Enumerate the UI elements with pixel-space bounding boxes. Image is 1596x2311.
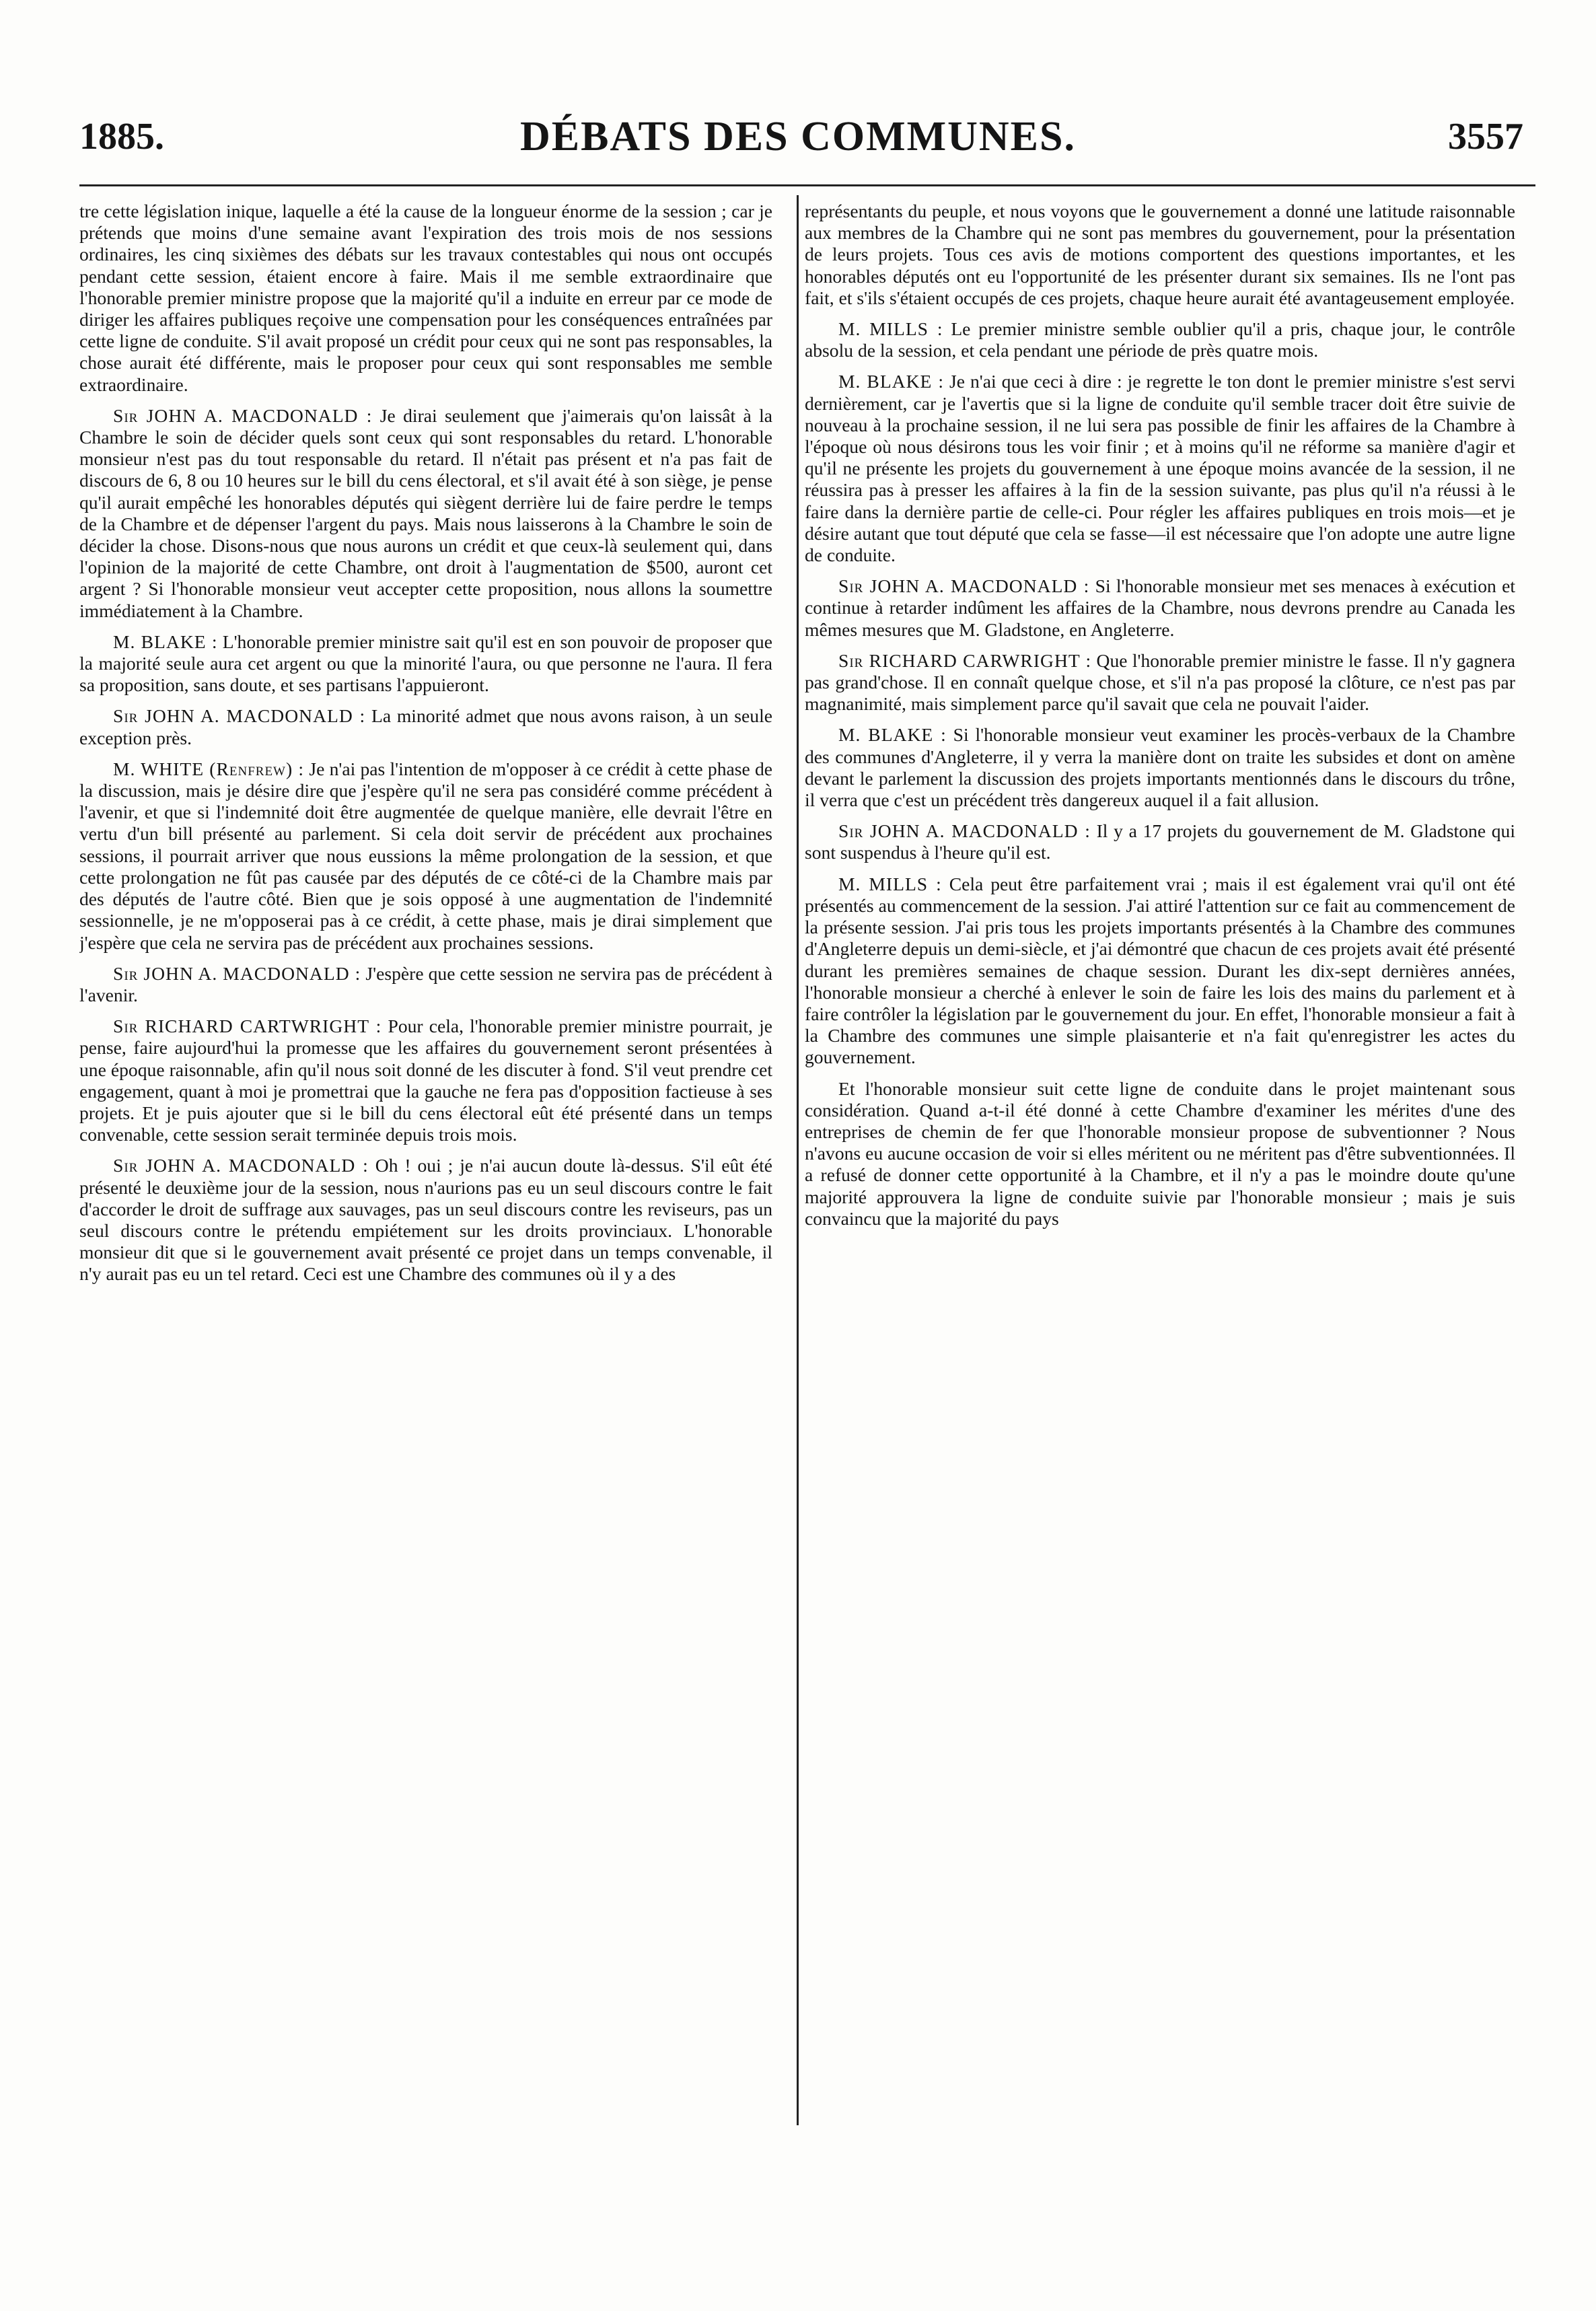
paragraph-text: représentants du peuple, et nous voyons que le gouvernement a donné une latitude raisonnable aux membres de la Chambre qui ne sont pas membres du gouvernement, pour la présentation de leurs projets. Tous ces avis de motions comportent des questions importantes, et les honorables députés ont eu l'opportunité de les présenter durant six semaines. Ils ne l'ont pas fait, et s'ils s'étaient occupés de ces projets, chaque heure aurait été avantageusement employée. — [805, 201, 1515, 308]
paragraph-text: tre cette législation inique, laquelle a été la cause de la longueur énorme de la session ; car je prétends que moins d'une semaine avant l'expiration des trois mois de nos sessions ordinaires, les cinq sixièmes des débats sur les travaux contestables qui nous ont occupés pendant cette session, étaient encore à faire. Mais il me semble extraordinaire que l'honorable premier ministre propose que la majorité qu'il a induite en erreur par ce mode de diriger les affaires publiques reçoive une compensation pour les conséquences entraînées par cette ligne de conduite. S'il avait proposé un crédit pour ceux qui ne sont pas responsables, la chose aurait été différente, mais le proposer pour ceux qui sont responsables me semble extraordinaire. — [79, 201, 772, 395]
speaker-name: M. MILLS : — [838, 318, 943, 340]
paragraph-text: Je dirai seulement que j'aimerais qu'on laissât à la Chambre le soin de décider quels sont ceux qui sont responsables du retard. L'honorable monsieur n'est pas du tout responsable du retard. Il n'était pas présent et n'a pas fait de discours de 6, 8 ou 10 heures sur le bill du cens électoral, et s'il avait été à son siège, je pense qu'il aurait empêché les honorables députés qui siègent derrière lui de faire perdre le temps de la Chambre et de dépenser l'argent du pays. Mais nous laisserons à la Chambre le soin de décider la chose. Disons-nous que nous aurons un crédit et que ceux-là seulement qui, dans l'opinion de la majorité de cette Chambre, ont droit à l'augmentation de $500, auront cet argent ? Si l'honorable monsieur veut accepter cette proposition, nous allons la soumettre immédiatement à la Chambre. — [79, 404, 772, 621]
speaker-name: Sir RICHARD CARWRIGHT : — [838, 649, 1092, 671]
paragraph — [79, 705, 772, 748]
speaker-name: Sir JOHN A. MACDONALD : — [113, 404, 373, 426]
paragraph-text: Et l'honorable monsieur suit cette ligne de conduite dans le projet maintenant sous considération. Quand a-t-il été donné à cette Chambre d'examiner les mérites d'une des entreprises de chemin de fer que l'honorable monsieur propose de subventionner ? Nous n'avons eu aucune occasion de voir si elles méritent ou ne méritent pas d'être subventionnées. Il a refusé de donner cette opportunité à la Chambre, et il n'y a pas le moindre doute qu'une majorité approuvera la ligne de conduite suivie par l'honorable monsieur ; mais je suis convaincu que la majorité du pays — [805, 1077, 1515, 1229]
paragraph — [805, 1078, 1515, 1230]
paragraph — [79, 758, 772, 954]
speaker-name: Sir JOHN A. MACDONALD : — [113, 962, 361, 984]
paragraph — [805, 371, 1515, 566]
paragraph-text: J'espère que cette session ne servira pas de précédent à l'avenir. — [79, 962, 772, 1005]
speaker-name: Sir JOHN A. MACDONALD : — [113, 705, 366, 727]
paragraph — [79, 201, 772, 396]
paragraph-text: Pour cela, l'honorable premier ministre pourrait, je pense, faire aujourd'hui la promesse que les affaires du gouvernement seront présentées à une époque raisonnable, afin qu'il nous soit donné de les discuter à fond. S'il veut prendre cet engagement, quant à moi je promettrai que la gauche ne fera pas d'opposition factieuse à ses projets. Et je puis ajouter que si le bill du cens électoral eût été présenté dans un temps convenable, cette session serait terminée depuis trois mois. — [79, 1016, 772, 1145]
speaker-name: Sir RICHARD CARTWRIGHT : — [113, 1016, 382, 1037]
paragraph-text: Oh ! oui ; je n'ai aucun doute là-dessus. S'il eût été présenté le deuxième jour de la session, nous n'aurions pas eu un seul discours contre le fait d'accorder le droit de suffrage aux sauvages, pas un seul discours contre les reviseurs, pas un seul discours contre le prétendu empiétement sur les droits provinciaux. L'honorable monsieur dit que si le gouvernement avait présenté ce projet dans un temps convenable, il n'y aurait pas eu un tel retard. Ceci est une Chambre des communes où il y a des — [79, 1155, 772, 1285]
paragraph — [805, 820, 1515, 863]
paragraph-text: Si l'honorable monsieur veut examiner les procès-verbaux de la Chambre des communes d'Angleterre, il y verra la manière dont on traite les subsides et dont on amène devant le parlement la discussion des projets importants mentionnés dans le discours du trône, il verra que c'est un précédent très dangereux auquel il a fait allusion. — [805, 724, 1515, 811]
left-column — [79, 201, 772, 2125]
speaker-name: M. WHITE (Renfrew) : — [113, 758, 305, 779]
paragraph — [79, 631, 772, 697]
paragraph — [805, 318, 1515, 361]
paragraph-text: Que l'honorable premier ministre le fasse. Il n'y gagnera pas grand'chose. Il en connaît quelque chose, et s'il n'a pas proposé la clôture, ce n'est pas par magnanimité, mais simplement parce qu'il savait que cela ne pouvait l'aider. — [805, 649, 1515, 715]
running-title: DÉBATS DES COMMUNES. — [519, 114, 1077, 159]
paragraph-text: Je n'ai que ceci à dire : je regrette le ton dont le premier ministre s'est servi dernièrement, car je l'avertis que si la ligne de conduite qu'il semble tracer doit être suivie de nouveau à la prochaine session, il ne lui sera pas possible de finir les affaires de la Chambre à l'époque où nous désirons tous les voir finir ; et à moins qu'il ne réforme sa manière d'agir et qu'il ne présente les projets du gouvernement à une époque moins avancée de la session, il ne réussira pas à presser les affaires à la fin de la session suivante, pas plus qu'il n'a réussi à le faire dans la dernière partie de celle-ci. Pour régler les affaires publiques en trois mois—et je désire autant que tout député que cela se fasse—il est nécessaire que l'on adopte une autre ligne de conduite. — [805, 371, 1515, 566]
paragraph-text: Le premier ministre semble oublier qu'il a pris, chaque jour, le contrôle absolu de la session, et cela pendant une période de près quatre mois. — [805, 318, 1515, 361]
paragraph — [805, 575, 1515, 641]
speaker-name: M. BLAKE : — [838, 371, 945, 392]
speaker-name: Sir JOHN A. MACDONALD : — [838, 820, 1091, 842]
speaker-name: Sir JOHN A. MACDONALD : — [838, 575, 1090, 597]
paragraph — [805, 201, 1515, 309]
right-column — [805, 201, 1515, 2125]
paragraph-text: Si l'honorable monsieur met ses menaces à exécution et continue à retarder indûment les affaires de la Chambre, nous devrons prendre au Canada les mêmes mesures que M. Gladstone, en Angleterre. — [805, 575, 1515, 640]
paragraph-text: Je n'ai pas l'intention de m'opposer à ce crédit à cette phase de la discussion, mais je désire dire que j'espère qu'il ne sera pas considéré comme précédent à l'avenir, et que si l'indemnité doit être augmentée de quelque manière, elle devrait l'être en vertu d'un bill présenté au parlement. Si cela doit servir de précédent aux prochaines sessions, il pourrait arriver que nous eussions la même prolongation de la session, et que cette prolongation ne fût pas causée par des députés de ce côté-ci de la Chambre mais par des députés de l'autre côté. Bien que je sois opposé à une augmentation de l'indemnité sessionnelle, je ne m'opposerai pas à ce crédit, à cette phase, mais je dirai simplement que j'espère que cela ne servira pas de précédent aux prochaines sessions. — [79, 758, 772, 953]
paragraph — [805, 874, 1515, 1069]
paragraph — [79, 405, 772, 622]
paragraph-text: L'honorable premier ministre sait qu'il est en son pouvoir de proposer que la majorité seule aura cet argent ou que la minorité l'aura, ou que personne ne l'aura. Il fera sa proposition, sans doute, et ses partisans l'appuieront. — [79, 631, 772, 696]
paragraph-text: La minorité admet que nous avons raison, à un seule exception près. — [79, 705, 772, 748]
paragraph — [79, 963, 772, 1006]
speaker-name: M. BLAKE : — [838, 724, 947, 746]
paragraph — [79, 1016, 772, 1145]
header-rule — [79, 184, 1535, 186]
speaker-name: M. BLAKE : — [113, 631, 218, 652]
paragraph — [805, 724, 1515, 811]
paragraph — [79, 1155, 772, 1285]
speaker-name: M. MILLS : — [838, 873, 942, 894]
header-year: 1885. — [79, 116, 164, 157]
column-divider — [797, 195, 799, 2125]
page-number: 3557 — [1448, 116, 1523, 157]
paragraph-text: Cela peut être parfaitement vrai ; mais il est également vrai qu'il ont été présentés au commencement de la session. J'ai attiré l'attention sur ce fait au commencement de la présente session. J'ai pris tous les projets importants présentés à la Chambre des communes d'Angleterre depuis un demi-siècle, et j'ai démontré que chacun de ces projets avait été présenté durant les premières semaines de chaque session. Durant les dix-sept dernières années, l'honorable monsieur a cherché à enlever le soin de faire les lois des mains du parlement et à faire contrôler la législation par le gouvernement du jour. En effet, l'honorable monsieur a fait à la Chambre des communes une simple plaisanterie et n'a fait qu'enregistrer les actes du gouvernement. — [805, 873, 1515, 1068]
speaker-name: Sir JOHN A. MACDONALD : — [113, 1155, 369, 1176]
paragraph — [805, 650, 1515, 715]
paragraph-text: Il y a 17 projets du gouvernement de M. Gladstone qui sont suspendus à l'heure qu'il est. — [805, 820, 1515, 863]
